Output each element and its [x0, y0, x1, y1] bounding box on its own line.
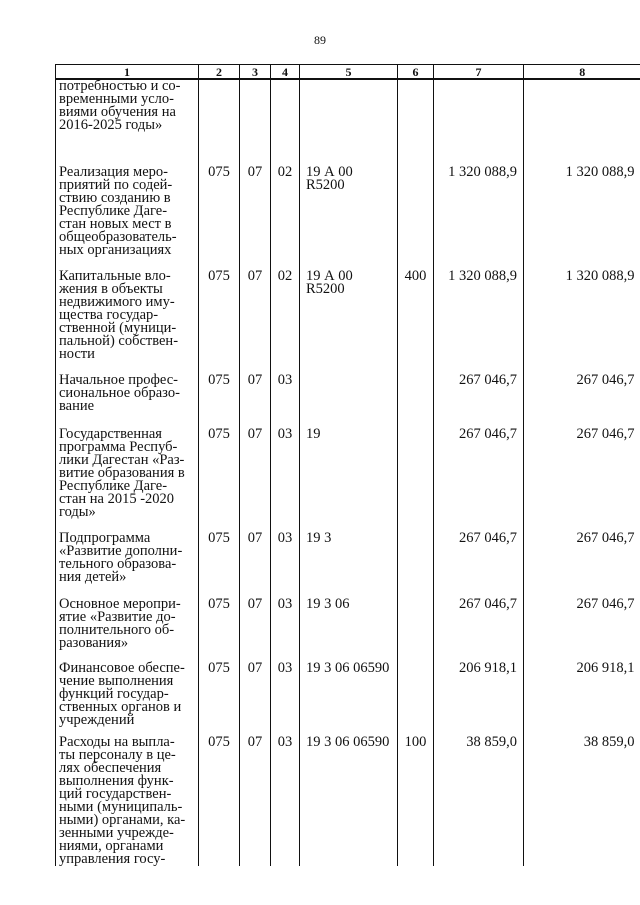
cell-amount-col8: 267 046,7 — [524, 532, 640, 598]
page-number: 89 — [314, 33, 326, 47]
table-row — [56, 428, 640, 532]
cell-amount-col8 — [524, 79, 640, 166]
cell-amount-col7: 267 046,7 — [434, 598, 524, 662]
cell-subsection: 03 — [271, 532, 300, 598]
cell-subsection: 03 — [271, 428, 300, 532]
cell-amount-col7: 1 320 088,9 — [434, 270, 524, 374]
column-header-3: 3 — [240, 65, 271, 80]
cell-amount-col8: 1 320 088,9 — [524, 166, 640, 270]
column-header-1: 1 — [56, 65, 199, 80]
cell-target-article: 19 3 06 06590 — [300, 736, 398, 866]
cell-section: 07 — [240, 270, 271, 374]
column-header-8: 8 — [524, 65, 640, 80]
cell-amount-col7: 206 918,1 — [434, 662, 524, 736]
cell-amount-col8: 38 859,0 — [524, 736, 640, 866]
cell-department: 075 — [199, 270, 240, 374]
table-row — [56, 532, 640, 598]
column-header-7: 7 — [434, 65, 524, 80]
cell-section: 07 — [240, 166, 271, 270]
cell-target-article — [300, 374, 398, 428]
cell-expense-type: 400 — [398, 270, 434, 374]
cell-expense-type — [398, 598, 434, 662]
table-row — [56, 374, 640, 428]
table-row — [56, 736, 640, 866]
cell-expense-type — [398, 79, 434, 166]
cell-section: 07 — [240, 662, 271, 736]
cell-subsection: 03 — [271, 598, 300, 662]
cell-amount-col8: 267 046,7 — [524, 374, 640, 428]
cell-amount-col8: 267 046,7 — [524, 428, 640, 532]
column-header-2: 2 — [199, 65, 240, 80]
cell-department — [199, 79, 240, 166]
cell-target-article: 19 — [300, 428, 398, 532]
budget-table — [55, 64, 640, 866]
table-row — [56, 166, 640, 270]
cell-department: 075 — [199, 662, 240, 736]
cell-subsection: 03 — [271, 374, 300, 428]
cell-amount-col7: 1 320 088,9 — [434, 166, 524, 270]
cell-amount-col7 — [434, 79, 524, 166]
cell-amount-col7: 267 046,7 — [434, 532, 524, 598]
cell-section: 07 — [240, 598, 271, 662]
cell-amount-col7: 267 046,7 — [434, 374, 524, 428]
column-header-4: 4 — [271, 65, 300, 80]
cell-expense-type: 100 — [398, 736, 434, 866]
cell-department: 075 — [199, 374, 240, 428]
cell-section: 07 — [240, 374, 271, 428]
cell-department: 075 — [199, 166, 240, 270]
cell-amount-col8: 1 320 088,9 — [524, 270, 640, 374]
row-name: Подпрограмма «Развитие дополни- тельного образова- ния детей» — [56, 532, 199, 598]
cell-target-article — [300, 79, 398, 166]
table-row — [56, 598, 640, 662]
cell-subsection: 03 — [271, 736, 300, 866]
cell-department: 075 — [199, 598, 240, 662]
cell-section: 07 — [240, 428, 271, 532]
cell-expense-type — [398, 428, 434, 532]
cell-amount-col7: 267 046,7 — [434, 428, 524, 532]
cell-target-article: 19 3 — [300, 532, 398, 598]
table-row — [56, 662, 640, 736]
row-name: Начальное профес- сиональное образо- вание — [56, 374, 199, 428]
column-header-6: 6 — [398, 65, 434, 80]
table-row — [56, 270, 640, 374]
cell-subsection: 03 — [271, 662, 300, 736]
row-name: Государственная программа Респуб- лики Дагестан «Раз- витие образования в Республике Даге- стан на 2015 -2020 годы» — [56, 428, 199, 532]
cell-amount-col7: 38 859,0 — [434, 736, 524, 866]
row-name: Капитальные вло- жения в объекты недвижимого иму- щества государ- ственной (муници- пальной) собствен- ности — [56, 270, 199, 374]
row-name: потребностью и со- временными усло- виями обучения на 2016-2025 годы» — [56, 79, 199, 166]
cell-expense-type — [398, 662, 434, 736]
cell-section: 07 — [240, 532, 271, 598]
cell-target-article: 19 А 00 R5200 — [300, 166, 398, 270]
cell-expense-type — [398, 532, 434, 598]
cell-section — [240, 79, 271, 166]
cell-amount-col8: 267 046,7 — [524, 598, 640, 662]
cell-amount-col8: 206 918,1 — [524, 662, 640, 736]
table-row — [56, 79, 640, 166]
row-name: Реализация меро- приятий по содей- ствию созданию в Республике Даге- стан новых мест в общеобразователь- ных организациях — [56, 166, 199, 270]
cell-target-article: 19 3 06 06590 — [300, 662, 398, 736]
cell-subsection — [271, 79, 300, 166]
cell-target-article: 19 А 00 R5200 — [300, 270, 398, 374]
cell-section: 07 — [240, 736, 271, 866]
row-name: Расходы на выпла- ты персоналу в це- лях обеспечения выполнения функ- ций государствен- ными (муниципаль- ными) органами, ка- зенными учрежде- ниями, органами управления госу- — [56, 736, 199, 866]
cell-expense-type — [398, 374, 434, 428]
table-header-row — [56, 65, 640, 80]
column-header-5: 5 — [300, 65, 398, 80]
cell-subsection: 02 — [271, 166, 300, 270]
cell-expense-type — [398, 166, 434, 270]
cell-target-article: 19 3 06 — [300, 598, 398, 662]
cell-department: 075 — [199, 428, 240, 532]
row-name: Основное меропри- ятие «Развитие до- полнительного об- разования» — [56, 598, 199, 662]
cell-department: 075 — [199, 532, 240, 598]
cell-subsection: 02 — [271, 270, 300, 374]
row-name: Финансовое обеспе- чение выполнения функций государ- ственных органов и учреждений — [56, 662, 199, 736]
cell-department: 075 — [199, 736, 240, 866]
